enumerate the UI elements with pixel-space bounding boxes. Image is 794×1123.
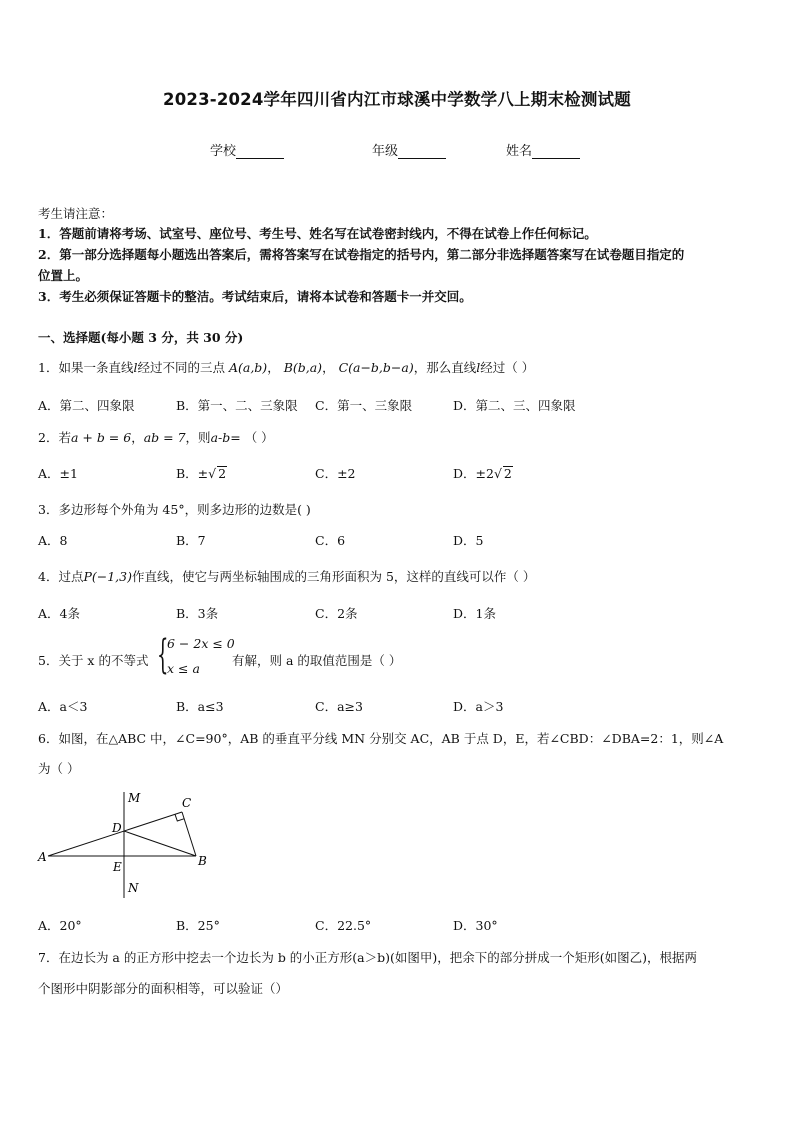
q1-text-2: 经过不同的三点 [137,360,225,375]
grade-blank [398,144,446,159]
q4-math-p: P(−1,3) [83,569,132,584]
q5-option-a: A．a＜3 [38,699,88,714]
name-label: 姓名 [506,144,533,159]
notice-item-1: 1．答题前请将考场、试室号、座位号、考生号、姓名写在试卷密封线内，不得在试卷上作任何标记。 [38,226,597,241]
q5-text-1: 5．关于 x 的不等式 [38,653,149,668]
notice-item-3: 3．考生必须保证答题卡的整洁。考试结束后，请将本试卷和答题卡一并交回。 [38,289,472,304]
q5-inequality-2: x ≤ a [167,661,200,676]
question-7-stem-line1: 7．在边长为 a 的正方形中挖去一个边长为 b 的小正方形(a＞b)(如图甲)，把余下的部分拼成一个矩形(如图乙)，根据两 [38,950,698,965]
label-a: A [38,850,47,864]
notice-item-2-cont: 位置上。 [38,268,89,283]
q5-option-b: B．a≤3 [176,699,224,714]
q4-text-2: 作直线，使它与两坐标轴围成的三角形面积为 5，这样的直线可以作（ ） [131,569,536,584]
segment-db [124,831,196,856]
grade-label: 年级 [372,144,399,159]
page-title: 2023-2024学年四川省内江市球溪中学数学八上期末检测试题 [163,90,631,109]
q3-option-c: C．6 [315,533,346,548]
sqrt-icon: √ [493,466,502,481]
q2-option-d-radicand: 2 [503,466,512,481]
question-3-stem: 3．多边形每个外角为 45°，则多边形的边数是( ) [38,502,311,517]
q2-text-1: 2．若 [38,430,71,445]
name-blank [532,144,580,159]
section-heading: 一、选择题(每小题 3 分，共 30 分) [38,330,244,345]
q2-option-c: C．±2 [315,466,356,481]
q1-option-b: B．第一、二、三象限 [176,398,298,413]
label-n: N [128,881,139,895]
q6-option-b: B．25° [176,918,220,933]
q2-option-b-radicand: 2 [218,466,227,481]
q2-option-d [453,464,513,482]
grade-field [372,140,446,159]
q2-option-a: A．±1 [38,466,78,481]
name-field [506,140,580,159]
notice-item-2: 2．第一部分选择题每小题选出答案后，需将答案写在试卷指定的括号内，第二部分非选择题答案写在试卷题目指定的 [38,247,685,262]
q5-inequality-1: 6 − 2x ≤ 0 [167,636,235,651]
q1-option-a: A．第二、四象限 [38,398,135,413]
q2-text-3: = （ ） [230,430,274,445]
q4-option-a: A．4条 [38,606,80,621]
question-7-stem-line2: 个图形中阴影部分的面积相等，可以验证（） [38,981,289,996]
q3-option-d: D．5 [453,533,484,548]
q2-option-d-text: D．±2 [453,466,494,481]
notice-heading: 考生请注意： [38,206,114,221]
q1-text-3: ，那么直线 [413,360,477,375]
school-field [210,140,284,159]
q1-math-l2: l [476,360,481,375]
q2-math-2: ab = 7 [143,430,186,445]
question-4-stem [38,567,535,585]
question-6-stem-line1: 6．如图，在△ABC 中，∠C=90°，AB 的垂直平分线 MN 分别交 AC，AB 于点 D，E，若∠CBD：∠DBA=2：1，则∠A [38,731,724,746]
q1-option-d: D．第二、三、四象限 [453,398,576,413]
system-brace-icon: { [156,632,169,678]
q1-math-l: l [133,360,138,375]
q2-option-b-text: B．± [176,466,209,481]
q6-option-a: A．20° [38,918,82,933]
q1-sep-2: ， [322,360,335,375]
sqrt-icon: √ [208,466,217,481]
question-6-stem-line2: 为（ ） [38,761,80,776]
q4-option-d: D．1条 [453,606,496,621]
q2-math-3: a-b [210,430,231,445]
label-b: B [198,854,207,868]
q1-math-a: A(a,b) [228,360,268,375]
q5-text-2: 有解，则 a 的取值范围是（ ） [232,653,402,668]
q3-option-b: B．7 [176,533,206,548]
q1-text-1: 1．如果一条直线 [38,360,134,375]
q3-option-a: A．8 [38,533,68,548]
label-c: C [182,796,192,810]
q1-option-c: C．第一、三象限 [315,398,413,413]
q2-option-b [176,464,227,482]
q5-option-d: D．a＞3 [453,699,504,714]
q4-text-1: 4．过点 [38,569,84,584]
q2-text-2: ，则 [185,430,211,445]
q4-option-c: C．2条 [315,606,358,621]
triangle-figure [34,788,214,903]
school-label: 学校 [210,144,237,159]
q1-sep-1: ， [267,360,280,375]
q1-math-b: B(b,a) [283,360,323,375]
q5-option-c: C．a≥3 [315,699,363,714]
label-m: M [128,791,141,805]
label-e: E [113,860,122,874]
school-blank [236,144,284,159]
q1-math-c: C(a−b,b−a) [338,360,414,375]
label-d: D [112,821,122,835]
q4-option-b: B．3条 [176,606,219,621]
q6-option-d: D．30° [453,918,498,933]
q6-option-c: C．22.5° [315,918,372,933]
q2-math-1: a + b = 6 [70,430,132,445]
question-2-stem [38,428,274,446]
q1-text-4: 经过（ ） [480,360,535,375]
q2-sep: ， [131,430,144,445]
question-1-stem [38,358,534,376]
